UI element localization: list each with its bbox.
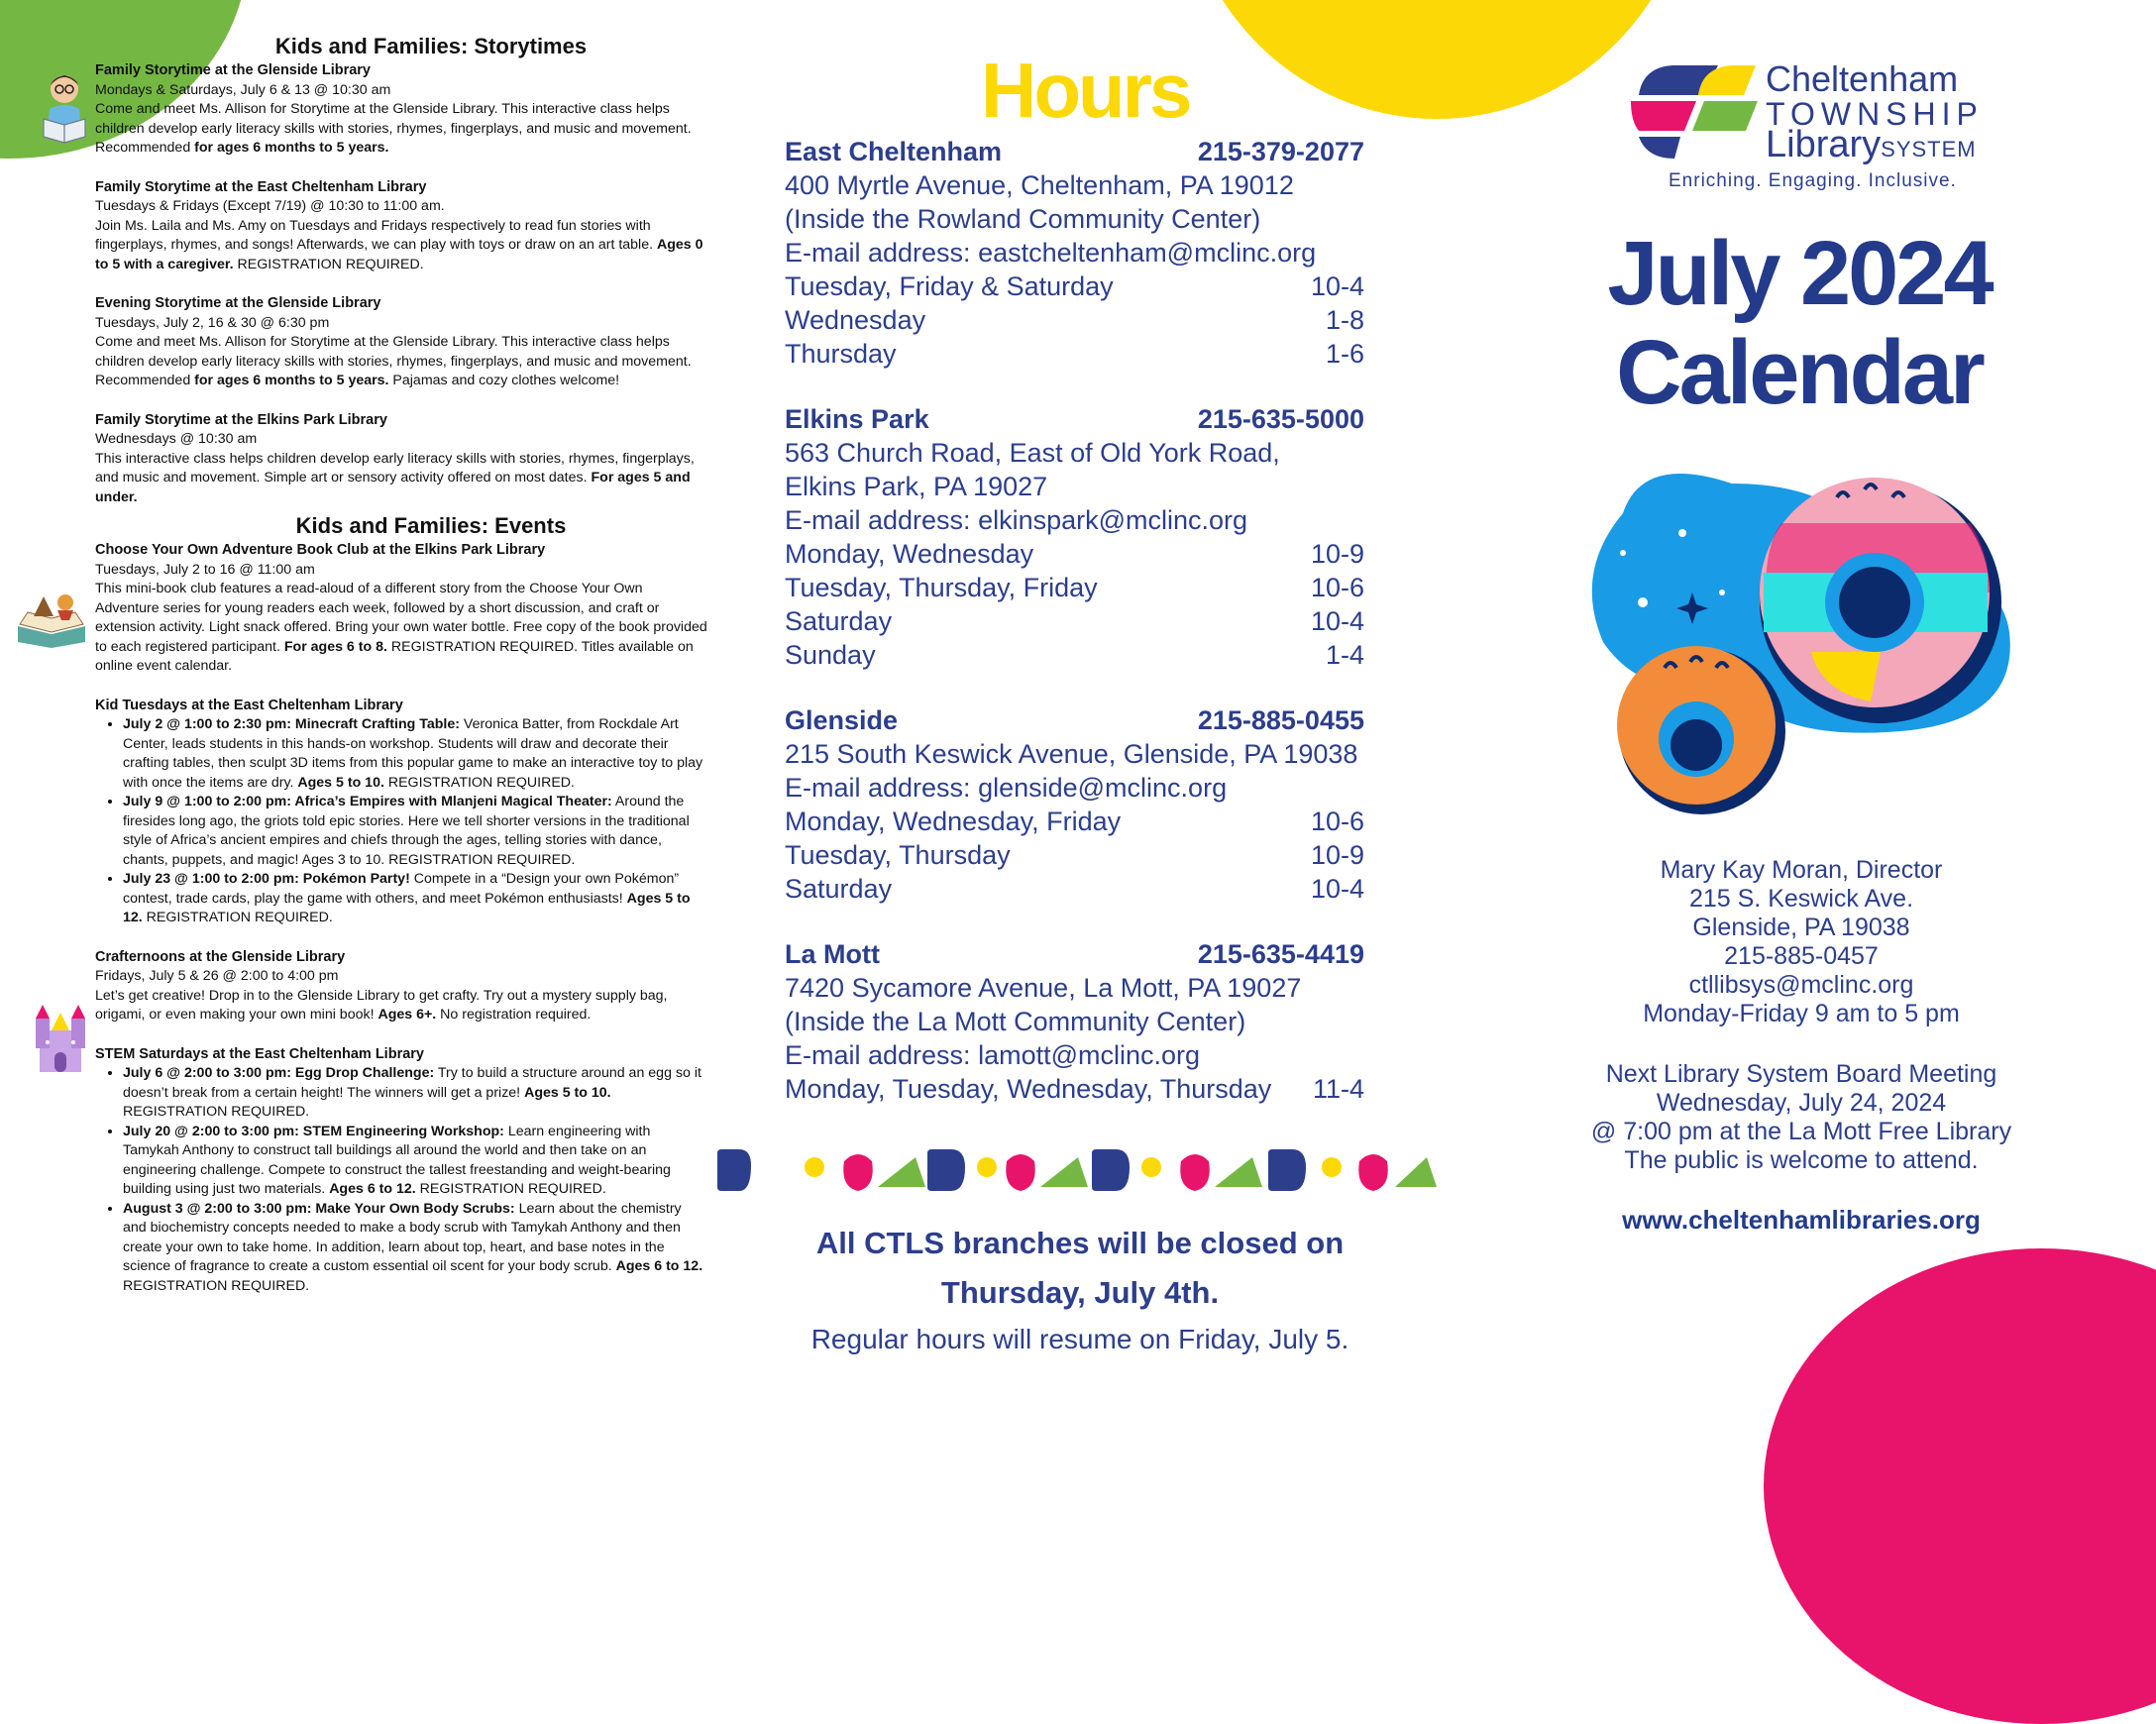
branch-header <box>785 135 1364 168</box>
branch-header <box>785 937 1364 971</box>
calendar-title: July 2024 Calendar <box>1607 223 1992 423</box>
branch-phone: 215-635-4419 <box>1197 939 1364 969</box>
pink-corner-shape <box>1764 1248 2156 1724</box>
branch-la-mott <box>785 937 1364 1106</box>
list-item: • August 3 @ 2:00 to 3:00 pm: Make Your Own Body Scrubs: Learn about the chemistry and biochemistry concepts needed to make a body scrub with Tamykah Anthony and then create your own to take home. In addition, learn about top, heart, and base notes in the science of fragrance to create a custom essential oil scent for your body scrub. Ages 6 to 12. REGISTRATION REQUIRED. <box>123 1200 707 1297</box>
board-meeting-info: Next Library System Board Meeting Wednesday, July 24, 2024 @ 7:00 pm at the La Mott Free Library The public is welcome to attend. <box>1590 1060 2012 1174</box>
event-time: Tuesdays, July 2 to 16 @ 11:00 am <box>95 561 315 578</box>
branch-address: 563 Church Road, East of Old York Road, <box>785 438 1280 468</box>
event-item <box>95 541 707 677</box>
decorative-dots-border <box>717 1147 1437 1197</box>
event-description: Come and meet Ms. Allison for Storytime at the Glenside Library. This interactive class helps children develop early literacy skills with stories, rhymes, fingerplays, and music and movement. Recommended for ages 6 months to 5 years. Pajamas and cozy clothes welcome! <box>95 334 692 388</box>
event-description: Come and meet Ms. Allison for Storytime at the Glenside Library. This interactive class helps children develop early literacy skills with stories, rhymes, fingerplays, and music and movement. Recommended for ages 6 months to 5 years. <box>95 101 692 156</box>
event-item <box>95 411 707 508</box>
branch-header <box>785 703 1364 737</box>
closure-line-2: Thursday, July 4th. <box>940 1275 1220 1310</box>
event-description: This interactive class helps children develop early literacy skills with stories, rhymes, fingerplays, and music and movement. Simple art or sensory activity offered on most dates. For ages 5 and under. <box>95 450 695 505</box>
storytimes-heading: Kids and Families: Storytimes <box>274 34 588 58</box>
event-description: Join Ms. Laila and Ms. Amy on Tuesdays and Fridays respectively to read fun stories with fingerplays, rhymes, and songs! Afterwards, we can play with toys or draw on an art table. Ages 0 to 5 with a caregiver. REGISTRATION REQUIRED. <box>95 217 703 272</box>
event-title: Crafternoons at the Glenside Library <box>95 948 346 965</box>
branch-phone: 215-635-5000 <box>1197 404 1364 434</box>
castle-icon <box>34 1001 87 1076</box>
branch-name: East Cheltenham <box>785 137 1003 166</box>
list-item: • July 9 @ 1:00 to 2:00 pm: Africa’s Empires with Mlanjeni Magical Theater: Around the firesides long ago, the griots told epic stories. Here we tell shorter versions in the traditional style of Africa’s ancient empires and chiefs through the ages, telling stories with dance, chants, puppets, and magic! Ages 3 to 10. REGISTRATION REQUIRED. <box>123 793 707 870</box>
event-time: Fridays, July 5 & 26 @ 2:00 to 4:00 pm <box>95 968 339 984</box>
director-contact: Mary Kay Moran, Director 215 S. Keswick Ave. Glenside, PA 19038 215-885-0457 ctllibsys@mclinc.org Monday-Friday 9 am to 5 pm <box>1643 856 1960 1027</box>
hours-row: Thursday 1-6 <box>785 339 1364 369</box>
closure-notice <box>733 1219 1427 1361</box>
branch-east-cheltenham <box>785 135 1364 371</box>
list-item: • July 23 @ 1:00 to 2:00 pm: Pokémon Party! Compete in a “Design your own Pokémon” contest, trade cards, play the game with others, and meet Pokémon enthusiasts! Ages 5 to 12. REGISTRATION REQUIRED. <box>123 870 707 928</box>
branch-name: La Mott <box>785 939 880 969</box>
branch-address-note: (Inside the Rowland Community Center) <box>785 204 1261 234</box>
event-time: Wednesdays @ 10:30 am <box>95 431 258 447</box>
branch-email: E-mail address: lamott@mclinc.org <box>785 1040 1201 1070</box>
branch-email: E-mail address: glenside@mclinc.org <box>785 773 1228 803</box>
library-logo-icon <box>1629 61 1760 161</box>
dots-pattern <box>717 1149 1437 1191</box>
branch-phone: 215-885-0455 <box>1197 705 1364 735</box>
event-time: Tuesdays, July 2, 16 & 30 @ 6:30 pm <box>95 314 330 331</box>
branch-address-line2: Elkins Park, PA 19027 <box>785 472 1048 501</box>
hours-title: Hours <box>981 47 1190 134</box>
event-item <box>95 948 707 1025</box>
list-item: • July 20 @ 2:00 to 3:00 pm: STEM Engineering Workshop: Learn engineering with Tamykah Anthony to construct tall buildings all around the world and then take on an engineering challenge. Compete to construct the tallest freestanding and weight-bearing building using just two materials. Ages 6 to 12. REGISTRATION REQUIRED. <box>123 1123 707 1200</box>
event-item <box>95 294 707 391</box>
branch-header <box>785 402 1364 436</box>
donuts-illustration <box>1583 444 2019 820</box>
branch-address-note: (Inside the La Mott Community Center) <box>785 1007 1246 1036</box>
event-item <box>95 178 707 275</box>
branch-email: E-mail address: eastcheltenham@mclinc.org <box>785 238 1317 268</box>
hours-row: Saturday 10-4 <box>785 606 1364 636</box>
event-time: Mondays & Saturdays, July 6 & 13 @ 10:30 am <box>95 81 391 98</box>
event-description: Let’s get creative! Drop in to the Glenside Library to get crafty. Try out a mystery supply bag, origami, or even making your own mini book! Ages 6+. No registration required. <box>95 987 668 1023</box>
branch-address: 400 Myrtle Avenue, Cheltenham, PA 19012 <box>785 170 1294 200</box>
event-item <box>95 1045 707 1297</box>
hours-row: Tuesday, Thursday 10-9 <box>785 840 1364 870</box>
list-item: • July 6 @ 2:00 to 3:00 pm: Egg Drop Challenge: Try to build a structure around an egg so it doesn’t break from a certain height! The winners will get a prize! Ages 5 to 10. REGISTRATION REQUIRED. <box>123 1064 707 1123</box>
child-reading-icon <box>36 69 93 149</box>
hours-row: Tuesday, Thursday, Friday 10-6 <box>785 573 1364 602</box>
list-item: • July 2 @ 1:00 to 2:30 pm: Minecraft Crafting Table: Veronica Batter, from Rockdale Art Center, leads students in this hands-on workshop. Students will draw and decorate their crafting tables, then sculpt 3D items from this popular game to make an interactive toy to play with once the items are dry. Ages 5 to 10. REGISTRATION REQUIRED. <box>123 715 707 793</box>
logo-library: LibrarySYSTEM <box>1766 124 1977 165</box>
branch-elkins-park <box>785 402 1364 672</box>
branch-address: 7420 Sycamore Avenue, La Mott, PA 19027 <box>785 973 1302 1003</box>
event-title: Choose Your Own Adventure Book Club at the Elkins Park Library <box>95 542 546 558</box>
events-heading: Kids and Families: Events <box>295 513 567 538</box>
event-sublist <box>95 1064 707 1296</box>
closure-line-1: All CTLS branches will be closed on <box>815 1226 1345 1260</box>
branch-email: E-mail address: elkinspark@mclinc.org <box>785 505 1248 535</box>
resume-line: Regular hours will resume on Friday, July 5. <box>810 1324 1349 1354</box>
event-sublist <box>95 715 707 928</box>
hours-row: Monday, Wednesday 10-9 <box>785 539 1364 569</box>
logo-township: TOWNSHIP <box>1766 96 1984 132</box>
hours-row: Saturday 10-4 <box>785 874 1364 904</box>
event-description: This mini-book club features a read-aloud of a different story from the Choose Your Own Adventure series for young readers each week, followed by a short discussion, and craft or extension activity. Light snack offered. Bring your own water bottle. Free copy of the book provided to each registered participant. For ages 6 to 8. REGISTRATION REQUIRED. Titles available on online event calendar. <box>95 581 707 674</box>
yellow-top-shape <box>1179 0 1694 119</box>
kids-families-column <box>95 34 707 1316</box>
event-item <box>95 697 707 928</box>
event-title: Family Storytime at the East Cheltenham Library <box>95 178 427 195</box>
logo-name: Cheltenham <box>1766 58 1959 99</box>
event-item <box>95 61 707 159</box>
branch-name: Elkins Park <box>785 404 929 434</box>
website-link[interactable]: www.cheltenhamlibraries.org <box>1622 1205 1981 1235</box>
logo-tagline: Enriching. Engaging. Inclusive. <box>1669 170 1957 191</box>
branch-address: 215 South Keswick Avenue, Glenside, PA 19038 <box>785 739 1358 769</box>
event-title: Evening Storytime at the Glenside Library <box>95 295 381 311</box>
event-title: Family Storytime at the Glenside Library <box>95 62 371 78</box>
branch-glenside <box>785 703 1364 906</box>
branch-phone: 215-379-2077 <box>1197 137 1364 166</box>
event-title: STEM Saturdays at the East Cheltenham Library <box>95 1045 424 1062</box>
branch-name: Glenside <box>785 705 899 735</box>
branch-hours-list <box>785 135 1364 1137</box>
hours-row: Sunday 1-4 <box>785 640 1364 670</box>
event-title: Kid Tuesdays at the East Cheltenham Library <box>95 697 403 713</box>
hours-row: Tuesday, Friday & Saturday 10-4 <box>785 271 1364 301</box>
hours-row: Wednesday 1-8 <box>785 305 1364 335</box>
hours-row: Monday, Wednesday, Friday 10-6 <box>785 807 1364 836</box>
adventure-book-icon <box>14 587 89 648</box>
event-title: Family Storytime at the Elkins Park Library <box>95 411 387 428</box>
hours-row: Monday, Tuesday, Wednesday, Thursday 11-4 <box>785 1074 1364 1104</box>
event-time: Tuesdays & Fridays (Except 7/19) @ 10:30 to 11:00 am. <box>95 198 445 214</box>
